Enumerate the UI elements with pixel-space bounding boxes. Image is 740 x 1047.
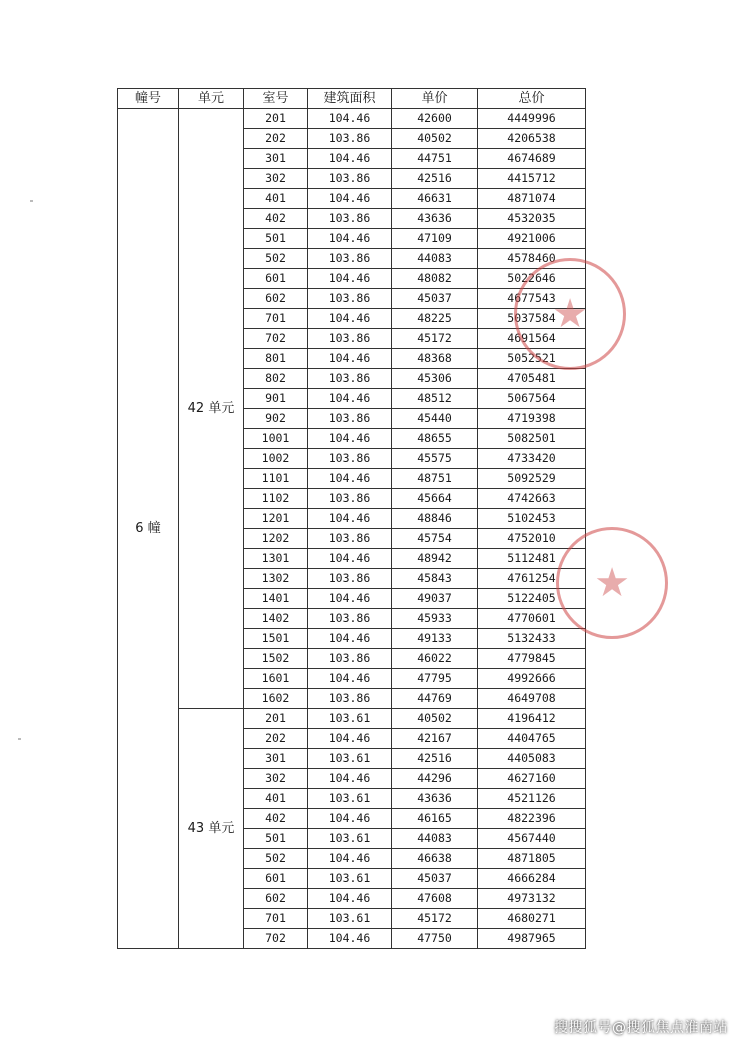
- room-cell: 1102: [244, 489, 308, 509]
- total-price-cell: 4770601: [478, 609, 586, 629]
- total-price-cell: 4992666: [478, 669, 586, 689]
- unit-price-cell: 42516: [392, 169, 478, 189]
- room-cell: 402: [244, 209, 308, 229]
- unit-price-cell: 47795: [392, 669, 478, 689]
- area-cell: 103.86: [308, 569, 392, 589]
- area-cell: 103.86: [308, 329, 392, 349]
- unit-price-cell: 44751: [392, 149, 478, 169]
- unit-price-cell: 42600: [392, 109, 478, 129]
- scan-speck: [18, 738, 21, 740]
- total-price-cell: 4987965: [478, 929, 586, 949]
- unit-price-cell: 48655: [392, 429, 478, 449]
- area-cell: 103.86: [308, 289, 392, 309]
- unit-price-cell: 43636: [392, 789, 478, 809]
- room-cell: 702: [244, 929, 308, 949]
- area-cell: 104.46: [308, 729, 392, 749]
- room-cell: 1401: [244, 589, 308, 609]
- area-cell: 104.46: [308, 549, 392, 569]
- unit-price-cell: 48082: [392, 269, 478, 289]
- room-cell: 1101: [244, 469, 308, 489]
- area-cell: 104.46: [308, 269, 392, 289]
- room-cell: 602: [244, 889, 308, 909]
- total-price-cell: 5112481: [478, 549, 586, 569]
- room-cell: 601: [244, 269, 308, 289]
- area-cell: 103.86: [308, 129, 392, 149]
- room-cell: 502: [244, 849, 308, 869]
- total-price-cell: 4674689: [478, 149, 586, 169]
- unit-price-cell: 43636: [392, 209, 478, 229]
- unit-price-cell: 47109: [392, 229, 478, 249]
- room-cell: 602: [244, 289, 308, 309]
- room-cell: 1001: [244, 429, 308, 449]
- room-cell: 1301: [244, 549, 308, 569]
- table-body: [118, 109, 586, 949]
- total-price-cell: 4719398: [478, 409, 586, 429]
- total-price-cell: 4822396: [478, 809, 586, 829]
- room-cell: 302: [244, 769, 308, 789]
- room-cell: 1202: [244, 529, 308, 549]
- area-cell: 104.46: [308, 589, 392, 609]
- unit-price-cell: 42167: [392, 729, 478, 749]
- room-cell: 701: [244, 309, 308, 329]
- unit-price-cell: 45037: [392, 289, 478, 309]
- room-cell: 601: [244, 869, 308, 889]
- area-cell: 104.46: [308, 189, 392, 209]
- unit-price-cell: 45440: [392, 409, 478, 429]
- area-cell: 104.46: [308, 629, 392, 649]
- room-cell: 202: [244, 729, 308, 749]
- table-row: [118, 109, 586, 129]
- unit-cell: 42 单元: [179, 109, 244, 709]
- unit-price-cell: 44296: [392, 769, 478, 789]
- unit-price-cell: 45843: [392, 569, 478, 589]
- unit-price-cell: 40502: [392, 709, 478, 729]
- total-price-cell: 5067564: [478, 389, 586, 409]
- area-cell: 103.61: [308, 909, 392, 929]
- unit-price-cell: 45664: [392, 489, 478, 509]
- table-row: [118, 709, 586, 729]
- area-cell: 104.46: [308, 849, 392, 869]
- area-cell: 104.46: [308, 669, 392, 689]
- total-price-cell: 4666284: [478, 869, 586, 889]
- room-cell: 502: [244, 249, 308, 269]
- area-cell: 103.61: [308, 829, 392, 849]
- area-cell: 103.86: [308, 249, 392, 269]
- unit-price-cell: 45037: [392, 869, 478, 889]
- total-price-cell: 5052521: [478, 349, 586, 369]
- total-price-cell: 4677543: [478, 289, 586, 309]
- room-cell: 402: [244, 809, 308, 829]
- total-price-cell: 4405083: [478, 749, 586, 769]
- header-room: 室号: [244, 89, 308, 109]
- area-cell: 104.46: [308, 429, 392, 449]
- area-cell: 104.46: [308, 149, 392, 169]
- room-cell: 901: [244, 389, 308, 409]
- room-cell: 1302: [244, 569, 308, 589]
- total-price-cell: 4627160: [478, 769, 586, 789]
- area-cell: 104.46: [308, 509, 392, 529]
- area-cell: 104.46: [308, 809, 392, 829]
- room-cell: 401: [244, 189, 308, 209]
- unit-price-cell: 48846: [392, 509, 478, 529]
- total-price-cell: 4733420: [478, 449, 586, 469]
- area-cell: 103.86: [308, 609, 392, 629]
- room-cell: 902: [244, 409, 308, 429]
- area-cell: 103.86: [308, 209, 392, 229]
- room-cell: 701: [244, 909, 308, 929]
- unit-price-cell: 48512: [392, 389, 478, 409]
- area-cell: 104.46: [308, 349, 392, 369]
- room-cell: 1201: [244, 509, 308, 529]
- unit-price-cell: 45306: [392, 369, 478, 389]
- unit-price-cell: 42516: [392, 749, 478, 769]
- area-cell: 103.86: [308, 689, 392, 709]
- area-cell: 103.61: [308, 709, 392, 729]
- room-cell: 201: [244, 709, 308, 729]
- unit-price-cell: 44083: [392, 829, 478, 849]
- area-cell: 103.86: [308, 449, 392, 469]
- unit-price-cell: 40502: [392, 129, 478, 149]
- total-price-cell: 4649708: [478, 689, 586, 709]
- total-price-cell: 4779845: [478, 649, 586, 669]
- area-cell: 103.61: [308, 869, 392, 889]
- unit-price-cell: 45172: [392, 909, 478, 929]
- unit-price-cell: 48942: [392, 549, 478, 569]
- room-cell: 1502: [244, 649, 308, 669]
- room-cell: 702: [244, 329, 308, 349]
- total-price-cell: 4206538: [478, 129, 586, 149]
- area-cell: 103.61: [308, 789, 392, 809]
- total-price-cell: 4680271: [478, 909, 586, 929]
- total-price-cell: 4196412: [478, 709, 586, 729]
- total-price-cell: 4521126: [478, 789, 586, 809]
- room-cell: 801: [244, 349, 308, 369]
- room-cell: 501: [244, 829, 308, 849]
- total-price-cell: 5092529: [478, 469, 586, 489]
- total-price-cell: 4742663: [478, 489, 586, 509]
- area-cell: 103.86: [308, 489, 392, 509]
- total-price-cell: 4752010: [478, 529, 586, 549]
- table-header-row: [118, 89, 586, 109]
- room-cell: 1501: [244, 629, 308, 649]
- total-price-cell: 4705481: [478, 369, 586, 389]
- header-unit: 单元: [179, 89, 244, 109]
- area-cell: 104.46: [308, 889, 392, 909]
- room-cell: 302: [244, 169, 308, 189]
- area-cell: 103.86: [308, 169, 392, 189]
- building-cell: 6 幢: [118, 109, 179, 949]
- total-price-cell: 4532035: [478, 209, 586, 229]
- total-price-cell: 5122405: [478, 589, 586, 609]
- total-price-cell: 5132433: [478, 629, 586, 649]
- unit-price-cell: 47750: [392, 929, 478, 949]
- total-price-cell: 4578460: [478, 249, 586, 269]
- room-cell: 802: [244, 369, 308, 389]
- area-cell: 103.86: [308, 529, 392, 549]
- header-area: 建筑面积: [308, 89, 392, 109]
- room-cell: 301: [244, 749, 308, 769]
- unit-price-cell: 46165: [392, 809, 478, 829]
- total-price-cell: 4404765: [478, 729, 586, 749]
- total-price-cell: 4871074: [478, 189, 586, 209]
- header-total-price: 总价: [478, 89, 586, 109]
- unit-price-cell: 45575: [392, 449, 478, 469]
- total-price-cell: 4761254: [478, 569, 586, 589]
- area-cell: 103.86: [308, 369, 392, 389]
- total-price-cell: 5102453: [478, 509, 586, 529]
- area-cell: 104.46: [308, 469, 392, 489]
- room-cell: 301: [244, 149, 308, 169]
- total-price-cell: 5022646: [478, 269, 586, 289]
- room-cell: 1002: [244, 449, 308, 469]
- unit-price-cell: 45172: [392, 329, 478, 349]
- total-price-cell: 5082501: [478, 429, 586, 449]
- unit-price-cell: 44083: [392, 249, 478, 269]
- unit-cell: 43 单元: [179, 709, 244, 949]
- area-cell: 103.61: [308, 749, 392, 769]
- area-cell: 103.86: [308, 409, 392, 429]
- room-cell: 202: [244, 129, 308, 149]
- unit-price-cell: 47608: [392, 889, 478, 909]
- header-unit-price: 单价: [392, 89, 478, 109]
- unit-price-cell: 45754: [392, 529, 478, 549]
- price-table: [117, 88, 586, 949]
- total-price-cell: 5037584: [478, 309, 586, 329]
- total-price-cell: 4567440: [478, 829, 586, 849]
- star-icon: ★: [552, 291, 588, 337]
- unit-price-cell: 46022: [392, 649, 478, 669]
- area-cell: 103.86: [308, 649, 392, 669]
- area-cell: 104.46: [308, 389, 392, 409]
- area-cell: 104.46: [308, 229, 392, 249]
- room-cell: 1602: [244, 689, 308, 709]
- unit-price-cell: 49037: [392, 589, 478, 609]
- total-price-cell: 4449996: [478, 109, 586, 129]
- unit-price-cell: 49133: [392, 629, 478, 649]
- header-building: 幢号: [118, 89, 179, 109]
- unit-price-cell: 44769: [392, 689, 478, 709]
- area-cell: 104.46: [308, 109, 392, 129]
- area-cell: 104.46: [308, 769, 392, 789]
- watermark-text: 搜搜狐号@搜狐焦点淮南站: [554, 1020, 728, 1036]
- scan-speck: [30, 200, 33, 202]
- unit-price-cell: 46638: [392, 849, 478, 869]
- total-price-cell: 4415712: [478, 169, 586, 189]
- area-cell: 104.46: [308, 929, 392, 949]
- unit-price-cell: 48751: [392, 469, 478, 489]
- room-cell: 1402: [244, 609, 308, 629]
- star-icon: ★: [594, 560, 630, 606]
- total-price-cell: 4691564: [478, 329, 586, 349]
- room-cell: 401: [244, 789, 308, 809]
- total-price-cell: 4871805: [478, 849, 586, 869]
- unit-price-cell: 45933: [392, 609, 478, 629]
- room-cell: 201: [244, 109, 308, 129]
- unit-price-cell: 48225: [392, 309, 478, 329]
- area-cell: 104.46: [308, 309, 392, 329]
- total-price-cell: 4973132: [478, 889, 586, 909]
- room-cell: 1601: [244, 669, 308, 689]
- total-price-cell: 4921006: [478, 229, 586, 249]
- unit-price-cell: 48368: [392, 349, 478, 369]
- room-cell: 501: [244, 229, 308, 249]
- unit-price-cell: 46631: [392, 189, 478, 209]
